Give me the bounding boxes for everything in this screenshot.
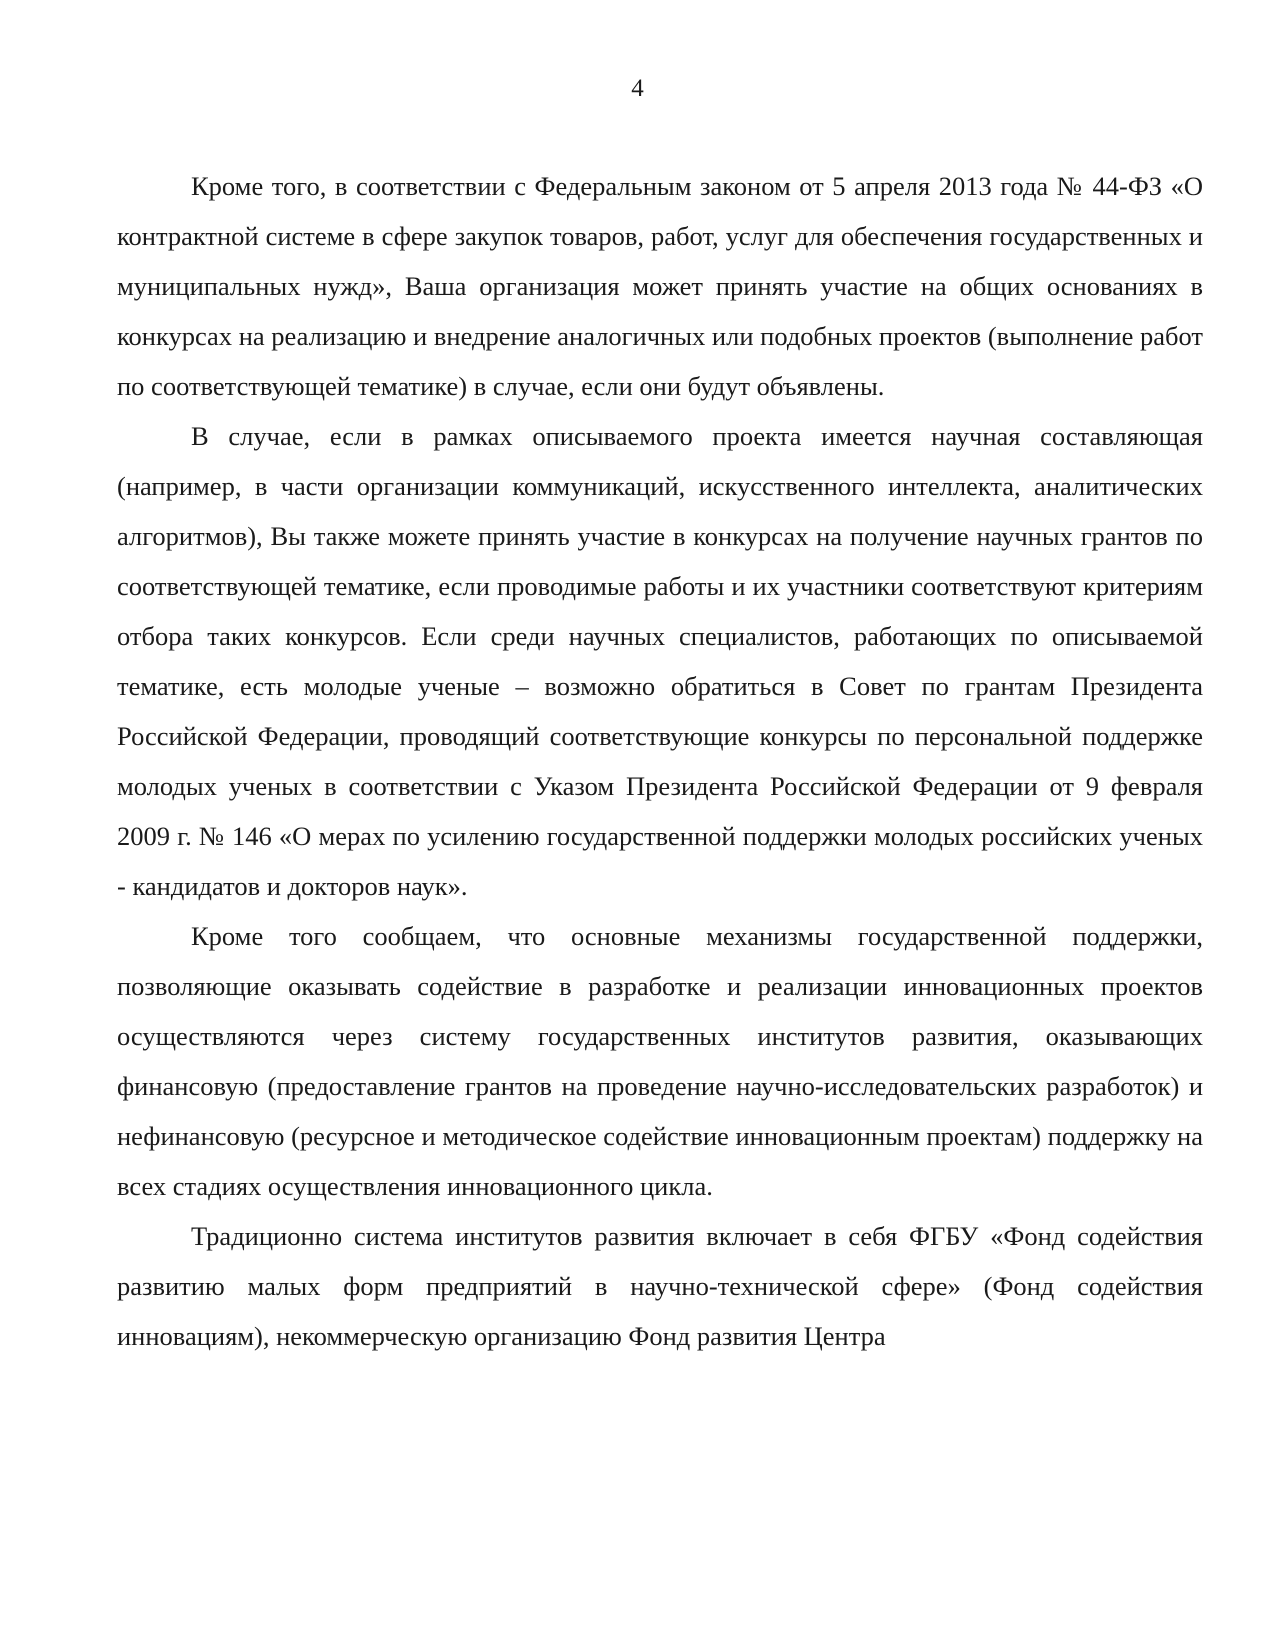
paragraph-procurement-law: Кроме того, в соответствии с Федеральным законом от 5 апреля 2013 года № 44-ФЗ «О контрактной системе в сфере закупок товаров, работ, услуг для обеспечения государственных и муниципальных нужд», Ваша организация может принять участие на общих основаниях в конкурсах на реализацию и внедрение аналогичных или подобных проектов (выполнение работ по соответствующей тематике) в случае, если они будут объявлены. [117,171,1203,401]
page-number: 4 [631,75,644,102]
document-body [117,161,1203,1361]
paragraph-state-support: Кроме того сообщаем, что основные механизмы государственной поддержки, позволяющие оказывать содействие в разработке и реализации инновационных проектов осуществляются через систему государственных институтов развития, оказывающих финансовую (предоставление грантов на проведение научно-исследовательских разработок) и нефинансовую (ресурсное и методическое содействие инновационным проектам) поддержку на всех стадиях осуществления инновационного цикла. [117,921,1203,1201]
paragraph-scientific-grants: В случае, если в рамках описываемого проекта имеется научная составляющая (например, в части организации коммуникаций, искусственного интеллекта, аналитических алгоритмов), Вы также можете принять участие в конкурсах на получение научных грантов по соответствующей тематике, если проводимые работы и их участники соответствуют критериям отбора таких конкурсов. Если среди научных специалистов, работающих по описываемой тематике, есть молодые ученые – возможно обратиться в Совет по грантам Президента Российской Федерации, проводящий соответствующие конкурсы по персональной поддержке молодых ученых в соответствии с Указом Президента Российской Федерации от 9 февраля 2009 г. № 146 «О мерах по усилению государственной поддержки молодых российских ученых - кандидатов и докторов наук». [117,421,1203,901]
paragraph-development-institutes: Традиционно система институтов развития включает в себя ФГБУ «Фонд содействия развитию малых форм предприятий в научно-технической сфере» (Фонд содействия инновациям), некоммерческую организацию Фонд развития Центра [117,1221,1203,1351]
